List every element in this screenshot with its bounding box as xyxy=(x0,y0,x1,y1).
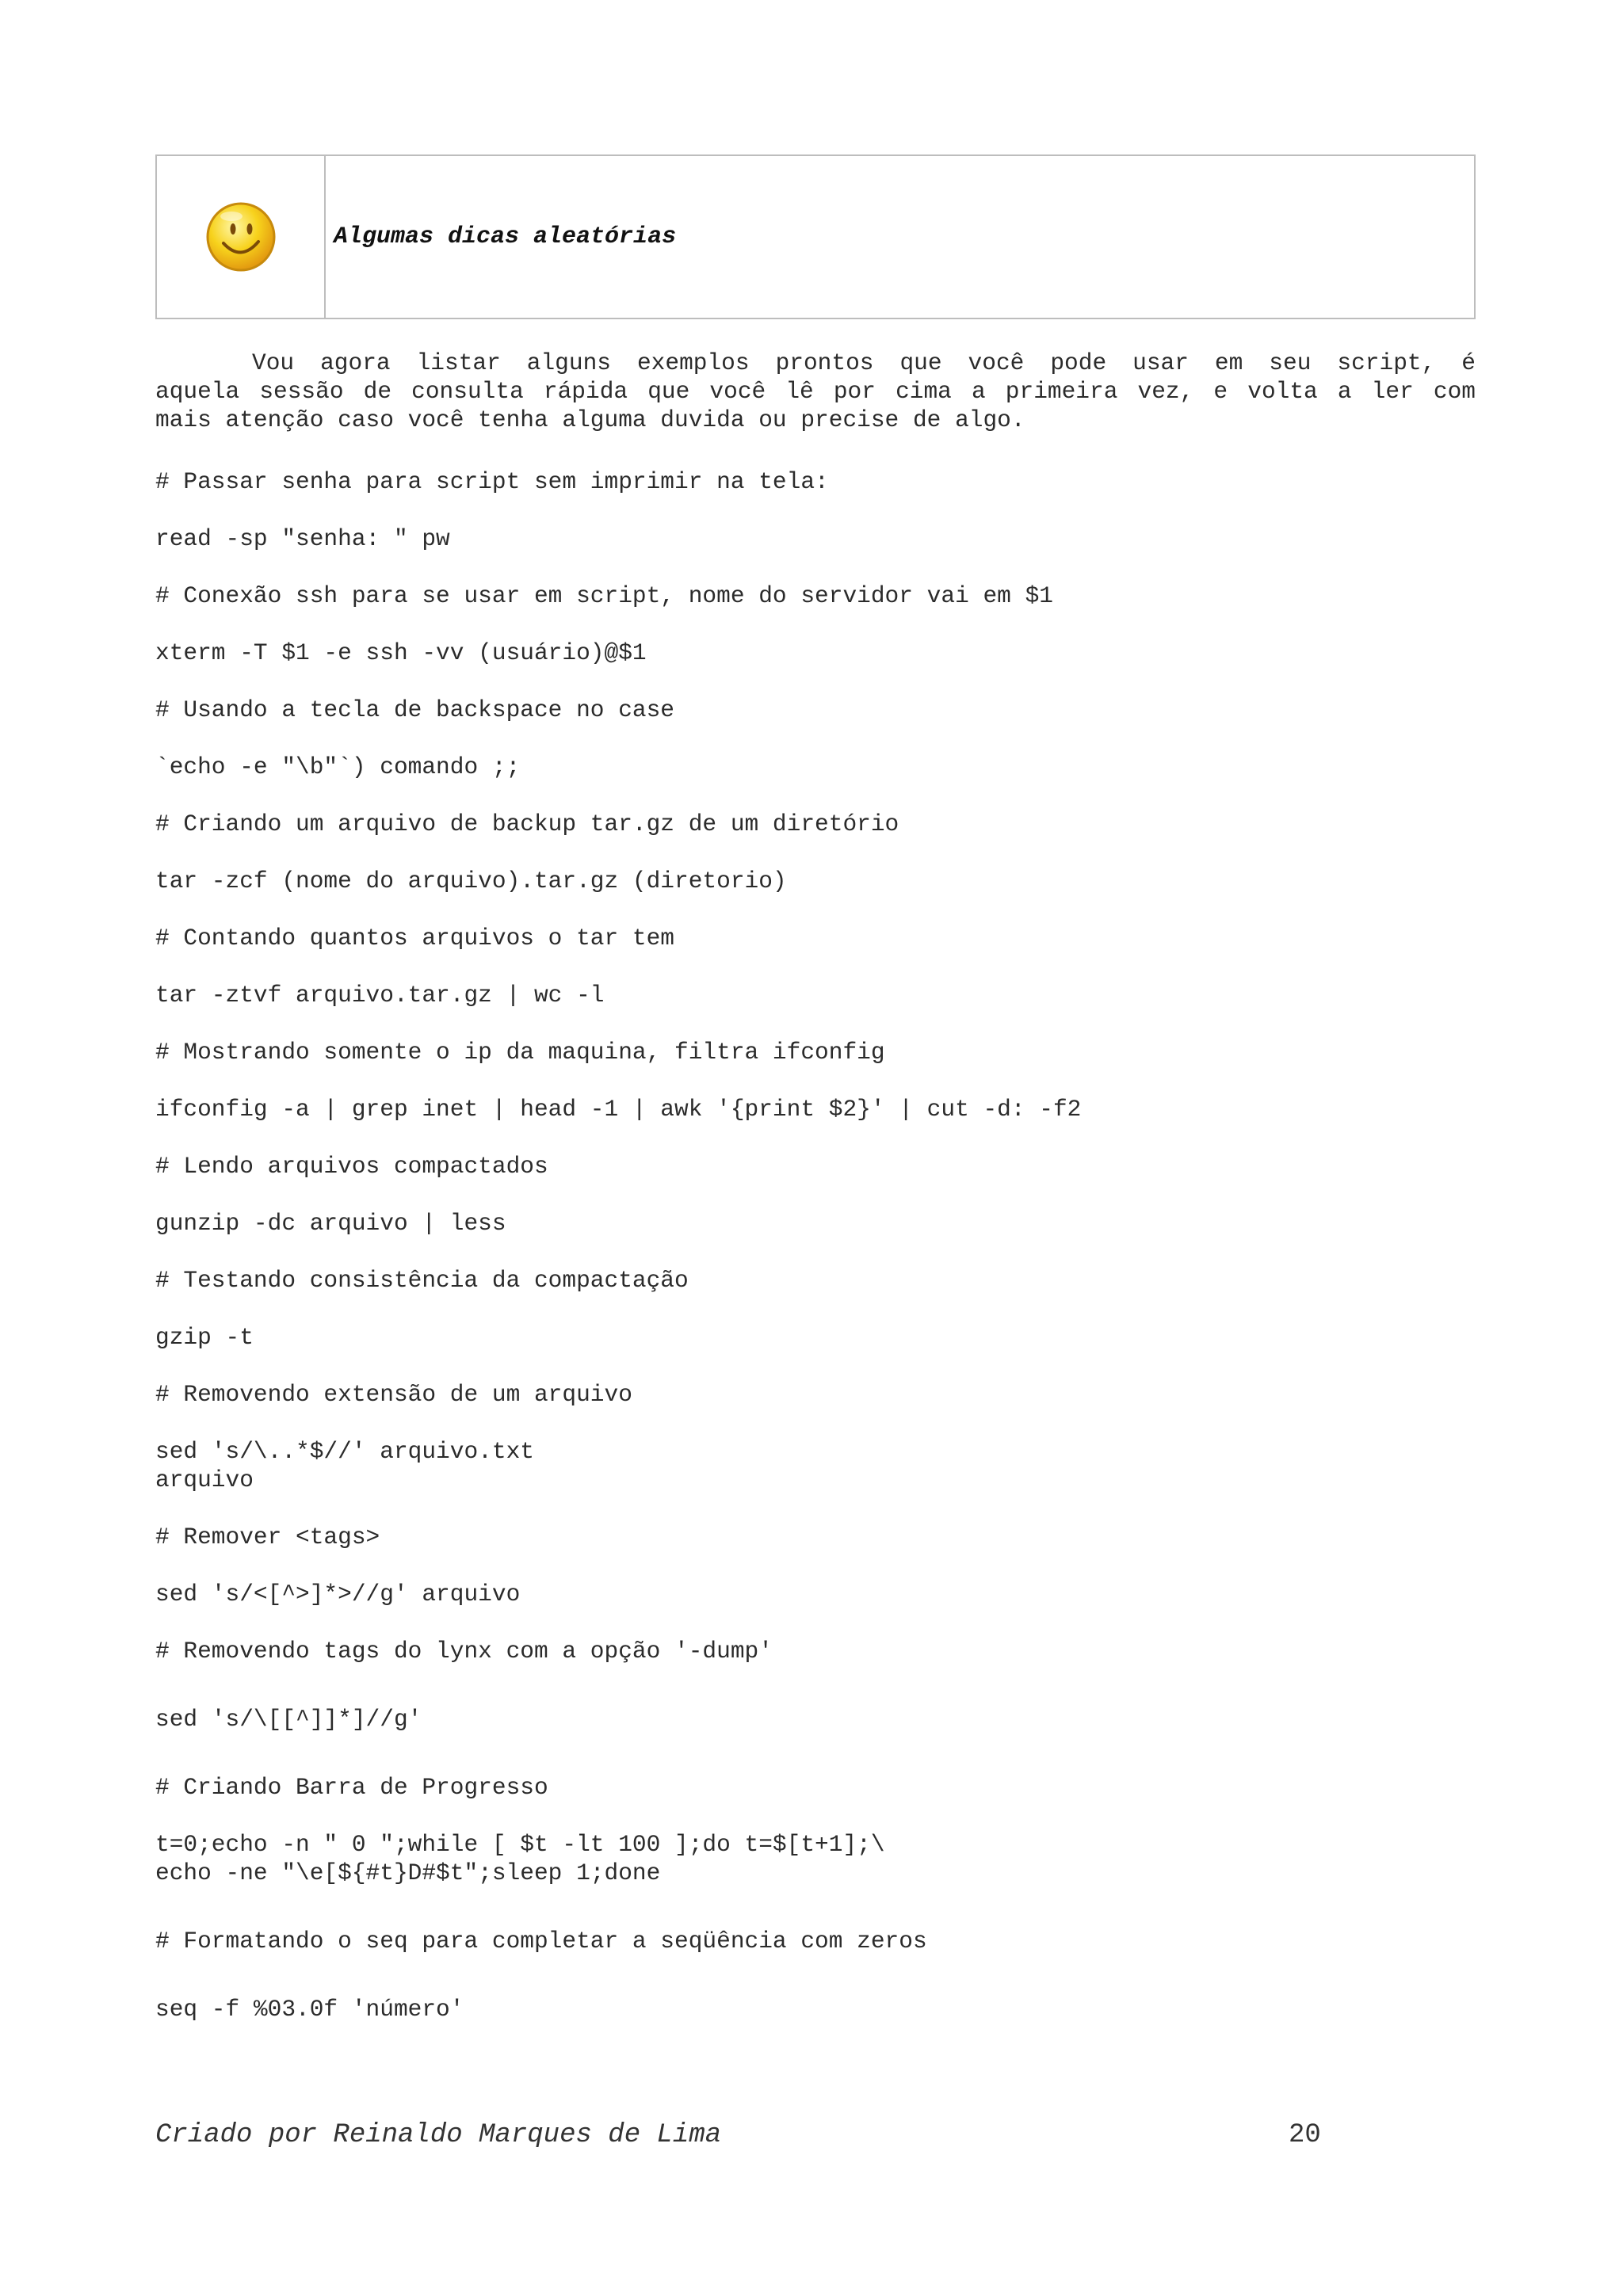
tip-code: gunzip -dc arquivo | less xyxy=(155,1210,506,1237)
tip-code: sed 's/\..*$//' arquivo.txt xyxy=(155,1438,534,1465)
tip-comment: # Testando consistência da compactação xyxy=(155,1267,689,1294)
smiley-face-icon xyxy=(204,200,277,273)
section-title: Algumas dicas aleatórias xyxy=(334,223,677,250)
page-number: 20 xyxy=(1289,2120,1321,2150)
tip-code: sed 's/\[[^]]*]//g' xyxy=(155,1706,422,1733)
tip-comment: # Remover <tags> xyxy=(155,1524,380,1550)
tip-code: t=0;echo -n " 0 ";while [ $t -lt 100 ];do t=$[t+1];\ xyxy=(155,1831,885,1858)
intro-line-1-text: Vou agora listar alguns exemplos prontos que você pode usar em seu script, é xyxy=(252,349,1476,376)
tip-code: sed 's/<[^>]*>//g' arquivo xyxy=(155,1581,521,1608)
tip-comment: # Removendo extensão de um arquivo xyxy=(155,1381,632,1408)
tip-comment: # Usando a tecla de backspace no case xyxy=(155,696,675,723)
tip-comment: # Contando quantos arquivos o tar tem xyxy=(155,925,675,952)
section-header-box xyxy=(155,154,1476,319)
tip-comment: # Mostrando somente o ip da maquina, filtra ifconfig xyxy=(155,1039,885,1066)
tip-code-continued: arquivo xyxy=(155,1466,254,1493)
intro-line-3: mais atenção caso você tenha alguma duvida ou precise de algo. xyxy=(155,406,1025,433)
tip-code: gzip -t xyxy=(155,1324,254,1351)
intro-line-2: aquela sessão de consulta rápida que você lê por cima a primeira vez, e volta a ler com xyxy=(155,378,1476,405)
tip-comment: # Formatando o seq para completar a seqüência com zeros xyxy=(155,1928,927,1955)
tip-code-continued: echo -ne "\e[${#t}D#$t";sleep 1;done xyxy=(155,1859,661,1886)
footer-author: Criado por Reinaldo Marques de Lima xyxy=(155,2120,722,2150)
tip-comment: # Lendo arquivos compactados xyxy=(155,1153,548,1180)
header-title-cell xyxy=(326,156,1474,318)
tip-code: tar -zcf (nome do arquivo).tar.gz (diretorio) xyxy=(155,868,787,894)
tip-comment: # Criando um arquivo de backup tar.gz de um diretório xyxy=(155,810,899,837)
tip-code: ifconfig -a | grep inet | head -1 | awk '{print $2}' | cut -d: -f2 xyxy=(155,1096,1082,1123)
tip-comment: # Conexão ssh para se usar em script, nome do servidor vai em $1 xyxy=(155,582,1053,609)
tip-comment: # Criando Barra de Progresso xyxy=(155,1774,548,1801)
tip-code: tar -ztvf arquivo.tar.gz | wc -l xyxy=(155,982,605,1009)
tip-comment: # Removendo tags do lynx com a opção '-dump' xyxy=(155,1638,773,1665)
intro-paragraph xyxy=(155,349,1476,434)
intro-line-1 xyxy=(155,349,1476,377)
tip-code: read -sp "senha: " pw xyxy=(155,525,450,552)
header-icon-cell xyxy=(157,156,326,318)
tip-code: seq -f %03.0f 'número' xyxy=(155,1996,464,2023)
tip-comment: # Passar senha para script sem imprimir na tela: xyxy=(155,468,829,495)
tip-code: xterm -T $1 -e ssh -vv (usuário)@$1 xyxy=(155,639,647,666)
tip-code: `echo -e "\b"`) comando ;; xyxy=(155,753,521,780)
